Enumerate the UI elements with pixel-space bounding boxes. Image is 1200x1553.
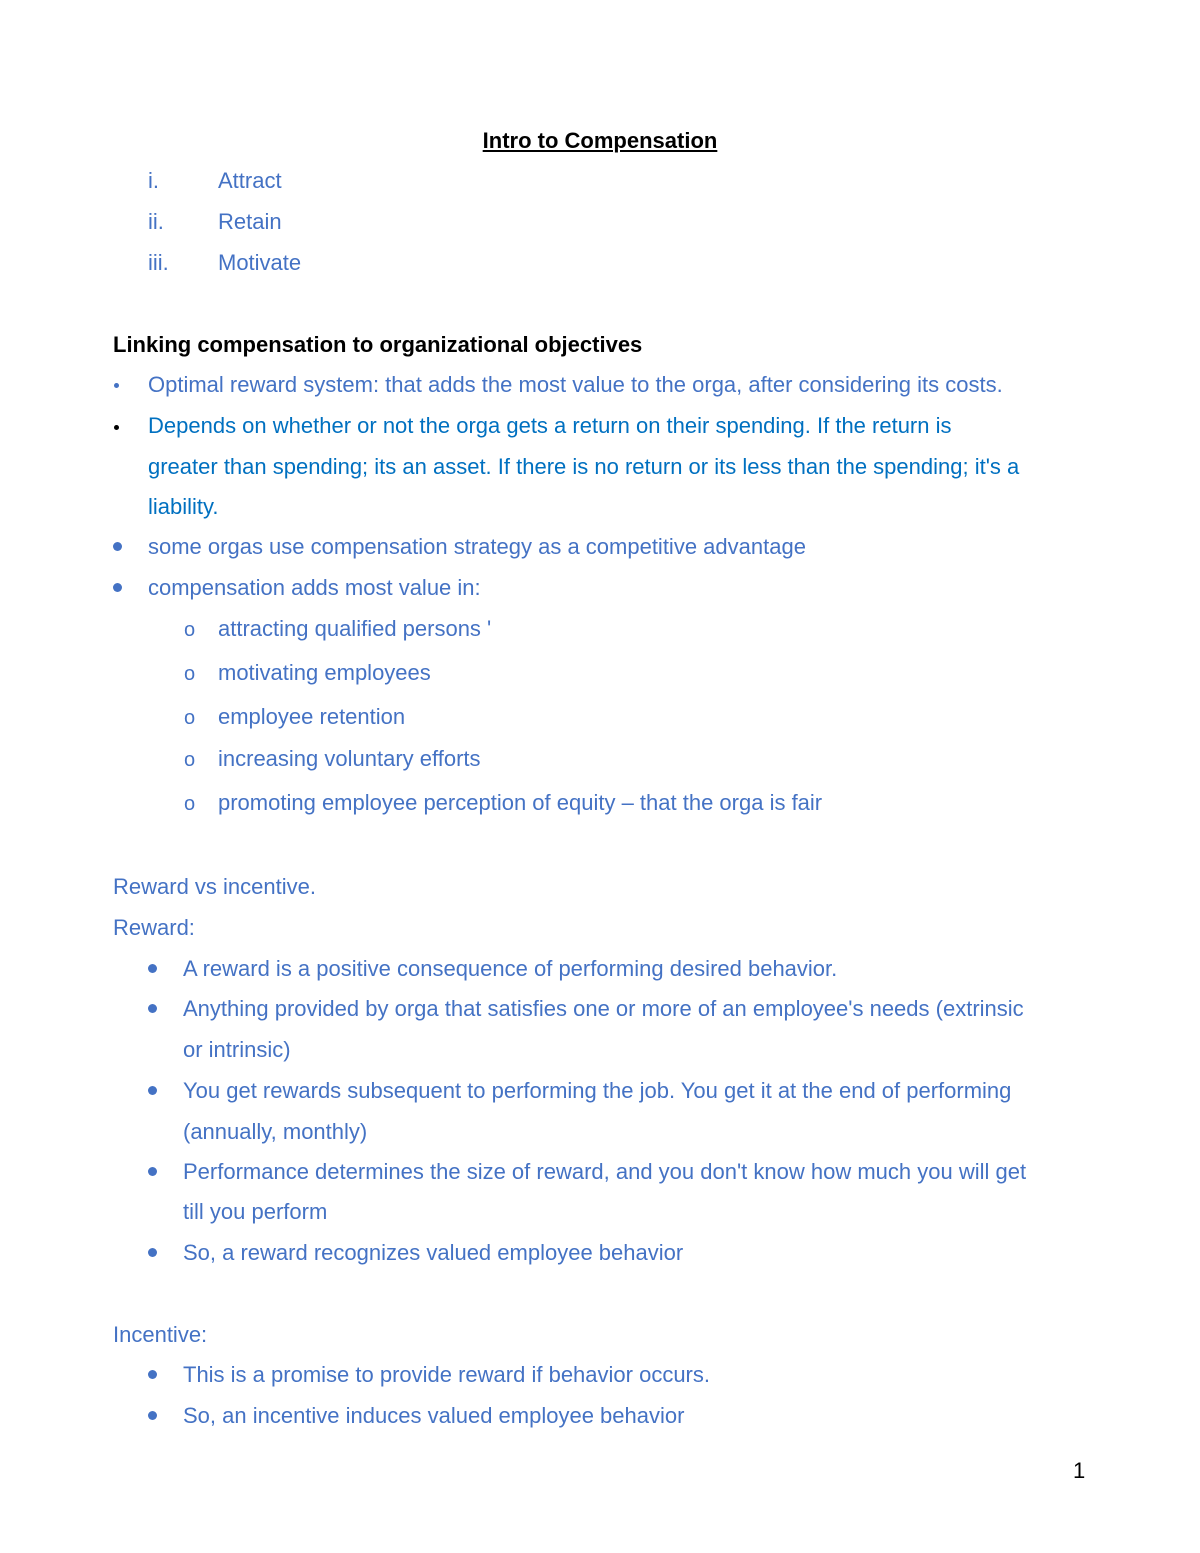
- sub-bullet-text: attracting qualified persons ': [218, 616, 492, 641]
- bullet-text: Anything provided by orga that satisfies one or more of an employee's needs (extrinsic: [183, 996, 1024, 1021]
- roman-list-item: Attract: [218, 168, 282, 193]
- roman-list-number: i.: [148, 168, 159, 193]
- sub-bullet-text: employee retention: [218, 704, 406, 729]
- bullet-text: compensation adds most value in:: [148, 575, 481, 600]
- bullet-icon: [148, 1411, 157, 1420]
- bullet-icon: [114, 383, 119, 388]
- roman-list-number: ii.: [148, 209, 164, 234]
- section-heading: Linking compensation to organizational objectives: [113, 332, 643, 357]
- circle-bullet-icon: o: [184, 749, 196, 771]
- bullet-text: So, a reward recognizes valued employee behavior: [183, 1240, 684, 1265]
- bullet-icon: [113, 583, 122, 592]
- circle-bullet-icon: o: [184, 619, 196, 641]
- bullet-icon: [148, 1248, 157, 1257]
- bullet-text: Optimal reward system: that adds the most value to the orga, after considering its costs.: [148, 372, 1003, 397]
- roman-list-item: Retain: [218, 209, 282, 234]
- roman-list-number: iii.: [148, 250, 169, 275]
- bullet-text-continued: liability.: [148, 494, 219, 519]
- bullet-text: This is a promise to provide reward if behavior occurs.: [183, 1362, 710, 1387]
- bullet-icon: [148, 1167, 157, 1176]
- bullet-icon: [148, 964, 157, 973]
- reward-label: Reward:: [113, 915, 195, 940]
- bullet-text-continued: till you perform: [183, 1199, 328, 1224]
- page-title: Intro to Compensation: [482, 128, 718, 153]
- bullet-text: A reward is a positive consequence of performing desired behavior.: [183, 956, 838, 981]
- bullet-text-continued: or intrinsic): [183, 1037, 291, 1062]
- bullet-icon: [113, 542, 122, 551]
- bullet-icon: [148, 1370, 157, 1379]
- sub-bullet-text: promoting employee perception of equity – that the orga is fair: [218, 790, 823, 815]
- bullet-icon: [114, 425, 119, 430]
- bullet-icon: [148, 1086, 157, 1095]
- bullet-text: some orgas use compensation strategy as a competitive advantage: [148, 534, 806, 559]
- circle-bullet-icon: o: [184, 663, 196, 685]
- sub-bullet-text: increasing voluntary efforts: [218, 746, 481, 771]
- incentive-label: Incentive:: [113, 1322, 208, 1347]
- circle-bullet-icon: o: [184, 707, 196, 729]
- bullet-text: Depends on whether or not the orga gets a return on their spending. If the return is: [148, 413, 952, 438]
- sub-bullet-text: motivating employees: [218, 660, 431, 685]
- bullet-text: Performance determines the size of reward, and you don't know how much you will get: [183, 1159, 1027, 1184]
- bullet-text-continued: greater than spending; its an asset. If there is no return or its less than the spending; it's a: [148, 454, 1020, 479]
- section-intro: Reward vs incentive.: [113, 874, 316, 899]
- bullet-text: So, an incentive induces valued employee behavior: [183, 1403, 685, 1428]
- bullet-text: You get rewards subsequent to performing the job. You get it at the end of performing: [183, 1078, 1012, 1103]
- bullet-icon: [148, 1004, 157, 1013]
- page-number: 1: [1073, 1458, 1086, 1483]
- circle-bullet-icon: o: [184, 793, 196, 815]
- bullet-text-continued: (annually, monthly): [183, 1119, 368, 1144]
- roman-list-item: Motivate: [218, 250, 302, 275]
